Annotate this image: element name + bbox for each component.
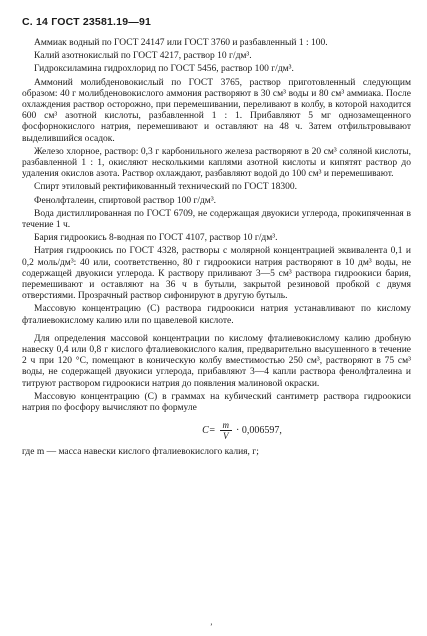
paragraph: Гидроксиламина гидрохлорид по ГОСТ 5456, раствор 100 г/дм³.	[34, 64, 294, 75]
formula-fraction	[220, 420, 233, 441]
formula-numerator: m	[220, 420, 233, 431]
paragraph: Спирт этиловый ректификованный технический по ГОСТ 18300.	[34, 182, 298, 193]
formula-rhs: · 0,006597,	[236, 425, 282, 437]
paragraph: Вода дистиллированная по ГОСТ 6709, не содержащая двуокиси углерода, прокипяченная в течение 1 ч.	[22, 208, 411, 231]
procedure-section	[22, 334, 411, 414]
paragraph: Массовую концентрацию (С) в граммах на кубический сантиметр раствора гидроокиси натрия по фосфору вычисляют по формуле	[22, 391, 411, 414]
paragraph: Аммоний молибденовокислый по ГОСТ 3765, раствор приготовленный следующим образом: 40 г молибденовокислого аммония растворяют в 30 см³ воды и 80 см³ аммиака. После охлаждения раствор осторожно, при перемешивании, переливают в колбу, в которой находится 600 см³ азотной кислоты, разбавленной 1 : 1. Прибавляют 5 мг однозамещенного фосфорнокислого натрия, перемешивают и оставляют на 48 ч. Затем отфильтровывают выделившийся осадок.	[22, 77, 411, 144]
paragraph: Железо хлорное, раствор: 0,3 г карбонильного железа растворяют в 20 см³ соляной кислоты, разбавленной 1 : 1, окисляют несколькими каплями азотной кислоты и кипятят раствор до удаления окислов азота. Раствор охлаждают, разбавляют водой до 100 см³ и перемешивают.	[22, 146, 411, 180]
stray-mark: ʼ	[210, 622, 213, 631]
paragraph: Калий азотнокислый по ГОСТ 4217, раствор 10 г/дм³.	[34, 51, 252, 62]
formula-denominator: V	[223, 431, 229, 442]
paragraph: Аммиак водный по ГОСТ 24147 или ГОСТ 3760 и разбавленный 1 : 100.	[34, 38, 328, 48]
formula	[142, 420, 342, 441]
paragraph: Натрия гидроокись по ГОСТ 4328, растворы с молярной концентрацией эквивалента 0,1 и 0,2 моль/дм³: 40 или, соответственно, 80 г гидроокиси натрия растворяют в 10 дм³ воды, не содержащей двуокиси углерода. К раствору приливают 3—5 см³ раствора гидроокиси бария, перемешивают и оставляют на 36 ч в бутыли, закрытой резиновой пробкой с двумя отверстиями. Прозрачный раствор сифонируют в другую бутыль.	[22, 246, 411, 302]
paragraph: Для определения массовой концентрации по кислому фталиевокислому калию дробную навеску 0,4 или 0,8 г кислого фталиевокислого калия, предварительно высушенного в течение 2 ч при 120 °С, помещают в коническую колбу вместимостью 250 см³, растворяют в 75 см³ воды, не содержащей двуокиси углерода, прибавляют 3—4 капли раствора фенолфталеина и титруют раствором гидроокиси натрия до появления малиновой окраски.	[22, 333, 411, 389]
formula-legend: где m — масса навески кислого фталиевокислого калия, г;	[22, 447, 259, 458]
paragraph: Фенолфталеин, спиртовой раствор 100 г/дм³.	[34, 195, 217, 206]
paragraph: Бария гидроокись 8-водная по ГОСТ 4107, раствор 10 г/дм³.	[34, 233, 278, 244]
paragraph: Массовую концентрацию (С) раствора гидроокиси натрия устанавливают по кислому фталиевокислому калию или по щавелевой кислоте.	[22, 304, 411, 326]
reagent-list	[22, 38, 411, 327]
page-header: С. 14 ГОСТ 23581.19—91	[22, 16, 152, 28]
formula-lhs: C=	[202, 425, 216, 437]
